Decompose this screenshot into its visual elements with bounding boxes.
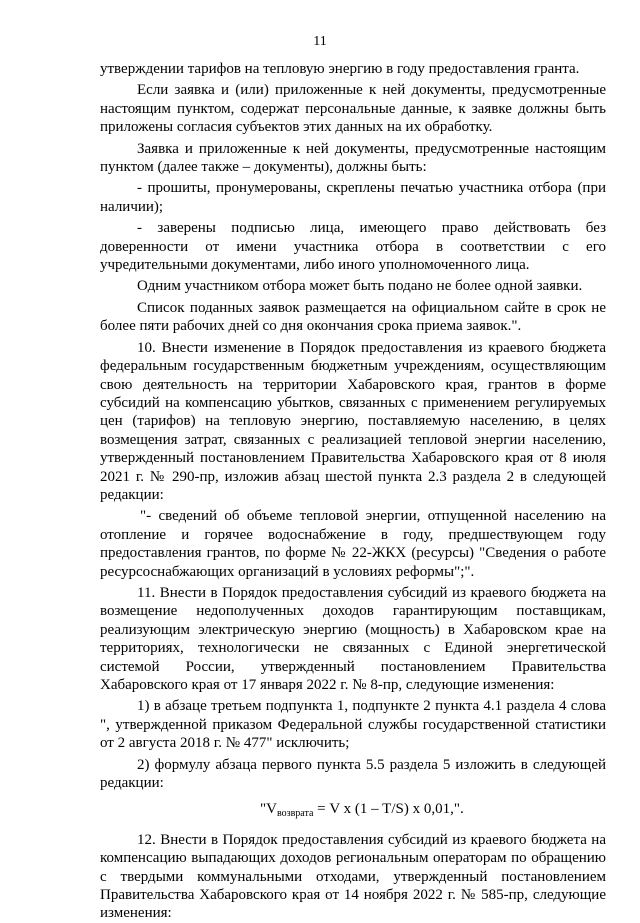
- formula-subscript: возврата: [276, 808, 314, 820]
- formula-variable: "V: [260, 801, 277, 818]
- paragraph-item-11-sub-1: 1) в абзаце третьем подпункта 1, подпункте 2 пункта 4.1 раздела 4 слова ", утвержденной приказом Федеральной службы государственной статистики от 2 августа 2018 г. № 477" исключить;: [100, 698, 606, 752]
- paragraph-item-11: 11. Внести в Порядок предоставления субсидий из краевого бюджета на возмещение недополученных доходов гарантирующим поставщикам, реализующим электрическую энергию (мощность) в Хабаровском крае на территориях, технологически не связанных с Единой энергетической системой России, утвержденный постановлением Правительства Хабаровского края от 17 января 2022 г. № 8-пр, следующие изменения:: [100, 584, 606, 693]
- formula: [100, 800, 606, 823]
- page-number: 11: [313, 34, 327, 49]
- paragraph-application-list: Список поданных заявок размещается на официальном сайте в срок не более пяти рабочих дней со дня окончания срока приема заявок.".: [100, 299, 606, 335]
- document-body: [100, 60, 606, 923]
- paragraph-tariffs-continuation: утверждении тарифов на тепловую энергию в году предоставления гранта.: [100, 61, 580, 77]
- list-item-stitched: - прошиты, пронумерованы, скреплены печатью участника отбора (при наличии);: [100, 180, 606, 215]
- paragraph-item-10: 10. Внести изменение в Порядок предоставления из краевого бюджета федеральным государственным бюджетным учреждениям, осуществляющим свою деятельность на территории Хабаровского края, грантов в форме субсидий на компенсацию убытков, связанных с применением регулируемых цен (тарифов) на тепловую энергию, поставляемую населению, в целях возмещения затрат, связанных с реализацией тепловой энергии населению, утвержденный постановлением Правительства Хабаровского края от 8 июля 2021 г. № 290-пр, изложив абзац шестой пункта 2.3 раздела 2 в следующей редакции:: [100, 339, 606, 503]
- formula-expression: = V x (1 – T/S) x 0,01,".: [313, 801, 464, 818]
- paragraph-documents-requirements: Заявка и приложенные к ней документы, предусмотренные настоящим пунктом (далее также – документы), должны быть:: [100, 140, 606, 176]
- paragraph-personal-data: Если заявка и (или) приложенные к ней документы, предусмотренные настоящим пунктом, содержат персональные данные, к заявке должны быть приложены согласия субъектов этих данных на их обработку.: [100, 82, 606, 136]
- list-item-signed: - заверены подписью лица, имеющего право действовать без доверенности от имени участника отбора в соответствии с его учредительными документами, либо иного уполномоченного лица.: [100, 220, 606, 274]
- paragraph-item-12: 12. Внести в Порядок предоставления субсидий из краевого бюджета на компенсацию выпадающих доходов региональным операторам по обращению с твердыми коммунальными отходами, утвержденный постановлением Правительства Хабаровского края от 14 ноября 2022 г. № 585-пр, следующие изменения:: [100, 831, 606, 922]
- paragraph-item-11-sub-2: 2) формулу абзаца первого пункта 5.5 раздела 5 изложить в следующей редакции:: [100, 756, 606, 792]
- paragraph-item-10-quote: "- сведений об объеме тепловой энергии, отпущенной населению на отопление и горячее водоснабжение в году, предшествующем году предоставления грантов, по форме № 22-ЖКХ (ресурсы) "Сведения о работе ресурсоснабжающих организаций в условиях реформы";".: [100, 508, 606, 580]
- paragraph-one-application: Одним участником отбора может быть подано не более одной заявки.: [137, 278, 583, 295]
